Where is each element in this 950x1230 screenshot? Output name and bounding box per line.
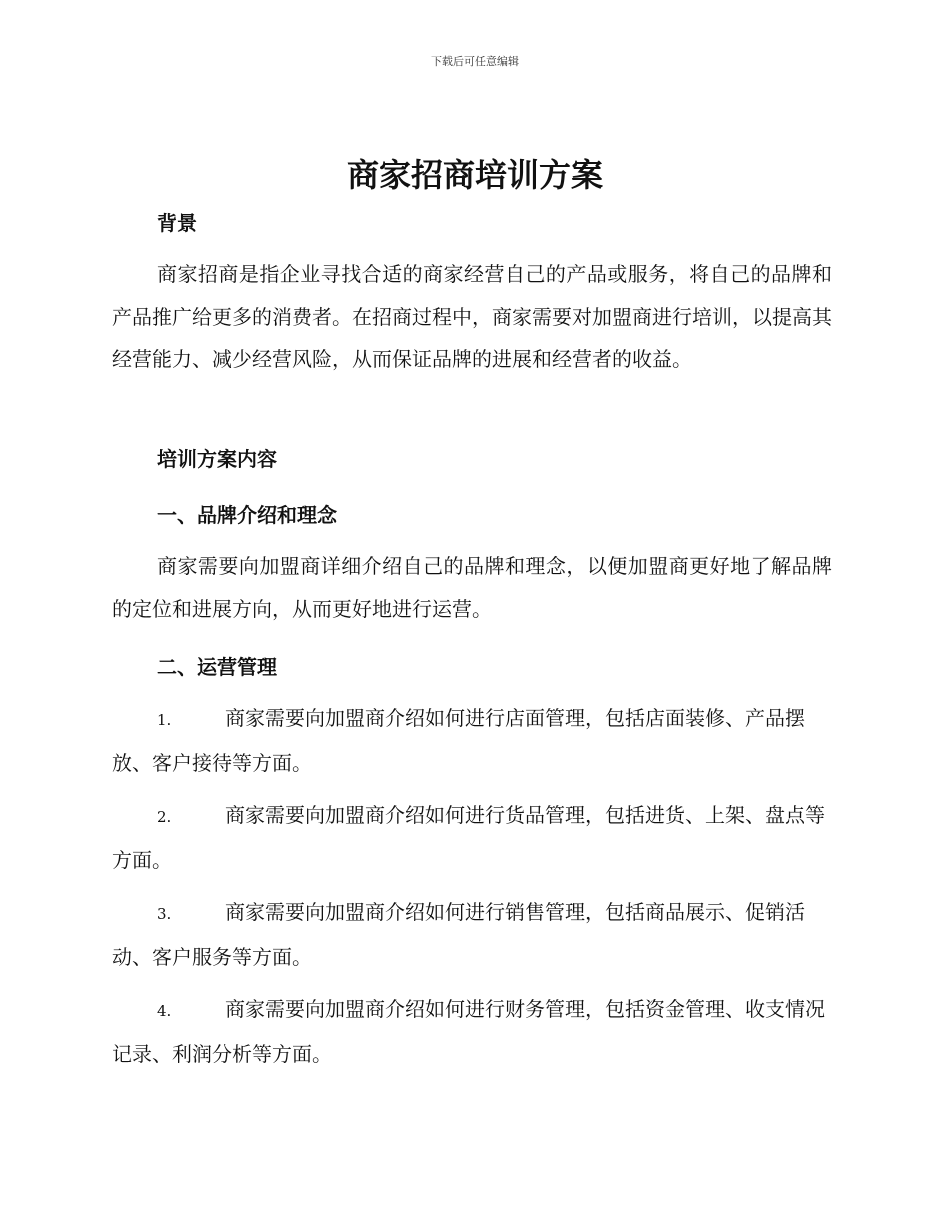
document-title: 商家招商培训方案 <box>346 156 603 194</box>
background-paragraph: 商家招商是指企业寻找合适的商家经营自己的产品或服务，将自己的品牌和产品推广给更多的消费者。在招商过程中，商家需要对加盟商进行培训，以提高其经营能力、减少经营风险，从而保证品牌的进展和经营者的收益。 <box>112 262 832 371</box>
list-item-number: 1. <box>157 711 172 729</box>
brand-paragraph: 商家需要向加盟商详细介绍自己的品牌和理念，以便加盟商更好地了解品牌的定位和进展方向，从而更好地进行运营。 <box>112 554 832 621</box>
list-item-text: 商家需要向加盟商介绍如何进行销售管理，包括商品展示、促销活动、客户服务等方面。 <box>112 900 805 969</box>
header-note: 下载后可任意编辑 <box>431 55 519 68</box>
list-item <box>112 697 832 784</box>
list-item <box>112 988 832 1075</box>
training-content-heading: 培训方案内容 <box>157 447 277 471</box>
list-item-text: 商家需要向加盟商介绍如何进行货品管理，包括进货、上架、盘点等方面。 <box>112 803 825 872</box>
operations-section-heading: 二、运营管理 <box>157 655 277 679</box>
list-item-number: 2. <box>157 808 172 826</box>
list-item <box>112 891 832 978</box>
list-item-text: 商家需要向加盟商介绍如何进行店面管理，包括店面装修、产品摆放、客户接待等方面。 <box>112 706 805 775</box>
list-item-number: 3. <box>157 905 172 923</box>
list-item-number: 4. <box>157 1002 172 1020</box>
list-item <box>112 794 832 881</box>
list-item-text: 商家需要向加盟商介绍如何进行财务管理，包括资金管理、收支情况记录、利润分析等方面。 <box>112 997 825 1066</box>
brand-section-heading: 一、品牌介绍和理念 <box>157 503 337 527</box>
background-heading: 背景 <box>157 211 197 235</box>
